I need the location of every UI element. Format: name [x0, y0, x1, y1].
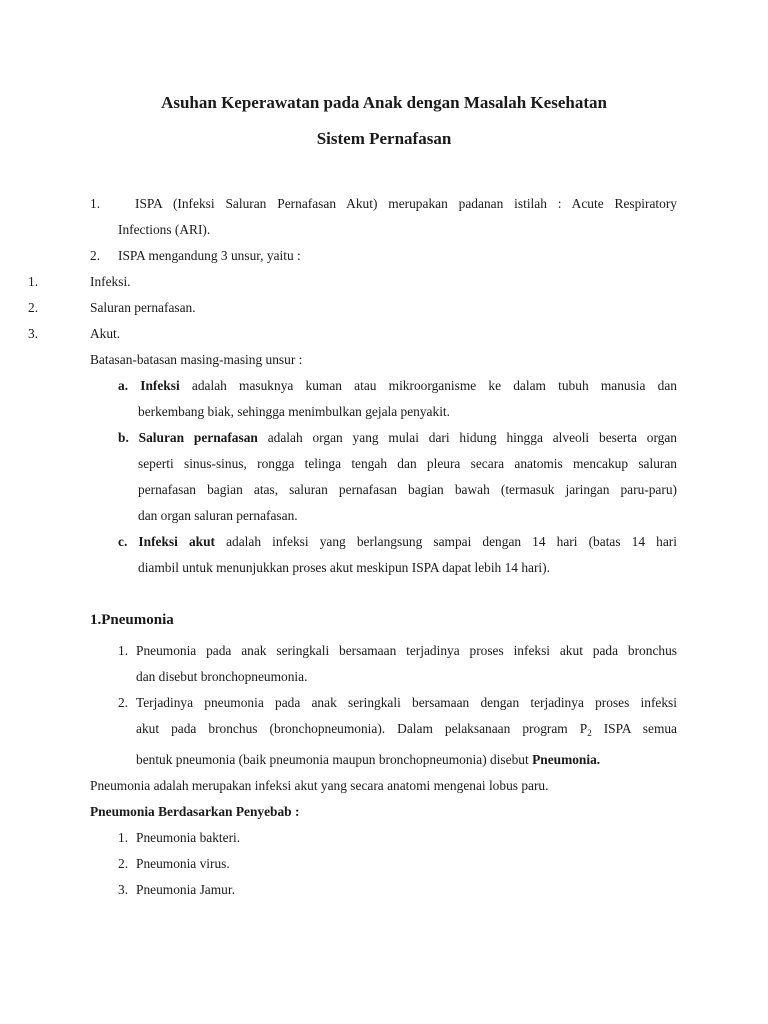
text-segment: akut pada bronchus (bronchopneumonia). Dalam pelaksanaan program P	[136, 721, 588, 736]
list-number: 2.	[118, 856, 129, 871]
list-item-text: Pneumonia virus.	[136, 856, 230, 871]
list-number: 1.	[90, 196, 101, 211]
section-heading-pneumonia: 1.Pneumonia	[90, 612, 174, 628]
bold-term: Pneumonia.	[532, 752, 601, 767]
list-item-text: dan disebut bronchopneumonia.	[136, 669, 308, 684]
definition-term: Infeksi akut	[138, 534, 215, 549]
list-number: 2.	[28, 300, 39, 315]
list-item-text: Infections (ARI).	[118, 222, 211, 237]
definition-line: berkembang biak, sehingga menimbulkan gejala penyakit.	[138, 404, 450, 419]
list-item-text: Akut.	[90, 326, 121, 341]
list-item-text	[136, 752, 600, 768]
list-item-text: Saluran pernafasan.	[90, 300, 196, 315]
list-item-text: Pneumonia bakteri.	[136, 830, 241, 845]
definition-letter: a.	[118, 378, 129, 393]
list-item-text: Infeksi.	[90, 274, 131, 289]
pneumonia-definition: Pneumonia adalah merupakan infeksi akut yang secara anatomi mengenai lobus paru.	[90, 778, 549, 793]
definition-line: pernafasan bagian atas, saluran pernafasan bagian bawah (termasuk jaringan paru-paru)	[138, 482, 677, 497]
definition-letter: b.	[118, 430, 129, 445]
document-title-line1: Asuhan Keperawatan pada Anak dengan Masalah Kesehatan	[161, 93, 607, 112]
subscript: 2	[587, 728, 592, 738]
list-number: 3.	[118, 882, 129, 897]
list-number: 1.	[28, 274, 39, 289]
definition-text: adalah infeksi yang berlangsung sampai dengan 14 hari (batas 14 hari	[215, 534, 677, 549]
list-item-text	[136, 721, 677, 737]
definition-letter: c.	[118, 534, 128, 549]
batasan-heading: Batasan-batasan masing-masing unsur :	[90, 352, 303, 367]
definition-line: seperti sinus-sinus, rongga telinga tengah dan pleura secara anatomis mencakup saluran	[138, 456, 677, 471]
list-number: 3.	[28, 326, 39, 341]
list-number: 2.	[118, 695, 129, 710]
list-item-text: Terjadinya pneumonia pada anak seringkali bersamaan dengan terjadinya proses infeksi	[136, 695, 677, 710]
list-number: 1.	[118, 643, 129, 658]
list-item-text: ISPA (Infeksi Saluran Pernafasan Akut) merupakan padanan istilah : Acute Respiratory	[135, 196, 677, 211]
list-item-text: ISPA mengandung 3 unsur, yaitu :	[118, 248, 301, 263]
definition-line	[118, 534, 677, 550]
text-segment: ISPA semua	[591, 721, 678, 736]
list-item-text: Pneumonia Jamur.	[136, 882, 235, 897]
document-title-line2: Sistem Pernafasan	[316, 129, 452, 148]
list-item-text: Pneumonia pada anak seringkali bersamaan terjadinya proses infeksi akut pada bronchus	[136, 643, 677, 658]
definition-line	[118, 430, 677, 446]
text-segment: bentuk pneumonia (baik pneumonia maupun bronchopneumonia) disebut	[136, 752, 533, 767]
definition-term: Infeksi	[140, 378, 180, 393]
list-number: 1.	[118, 830, 129, 845]
definition-term: Saluran pernafasan	[138, 430, 258, 445]
definition-line	[118, 378, 677, 394]
definition-line: diambil untuk menunjukkan proses akut meskipun ISPA dapat lebih 14 hari).	[138, 560, 550, 575]
definition-line: dan organ saluran pernafasan.	[138, 508, 298, 523]
list-number: 2.	[90, 248, 101, 263]
penyebab-heading: Pneumonia Berdasarkan Penyebab :	[90, 804, 300, 819]
definition-text: adalah organ yang mulai dari hidung hingga alveoli beserta organ	[257, 430, 677, 445]
definition-text: adalah masuknya kuman atau mikroorganisme ke dalam tubuh manusia dan	[179, 378, 677, 393]
